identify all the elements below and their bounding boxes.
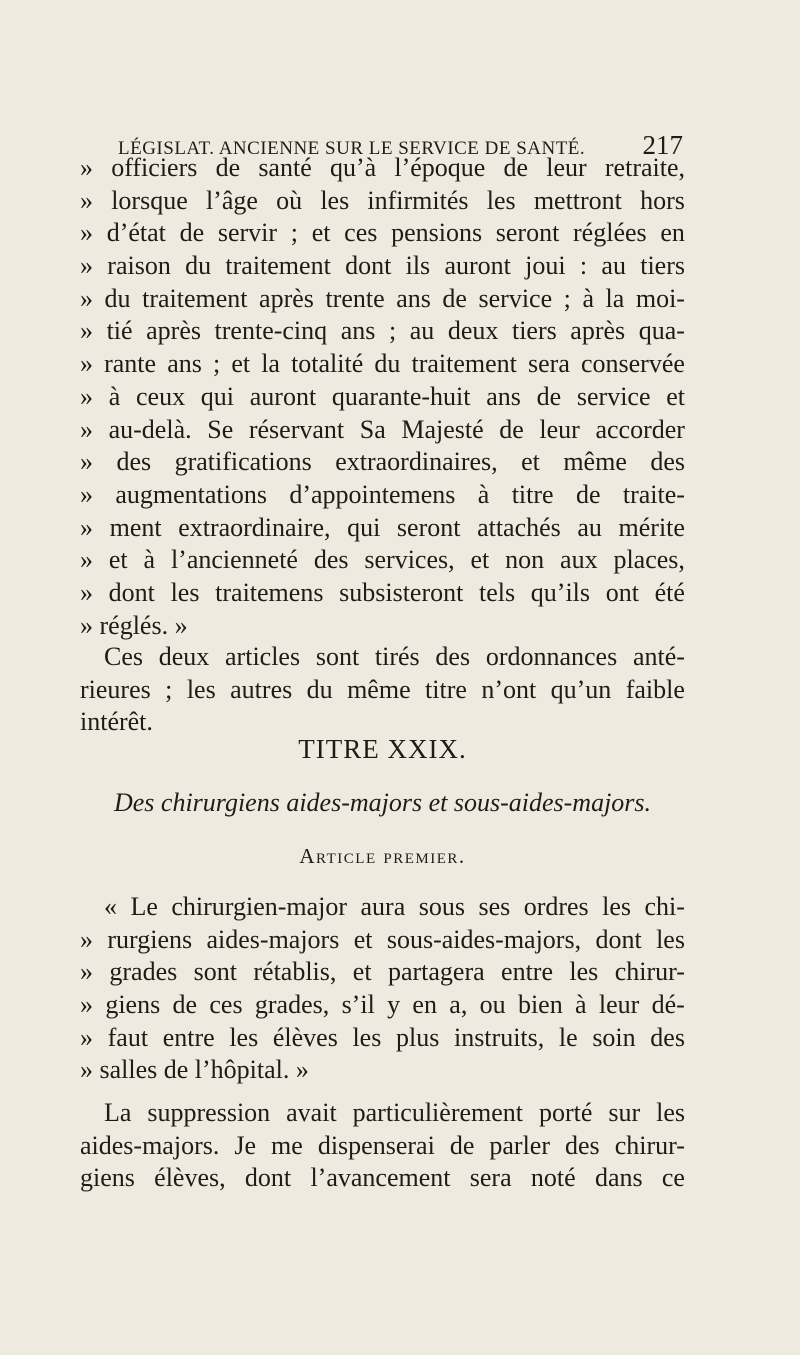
page-number: 217 xyxy=(642,130,683,160)
text-line: aides-majors. Je me dispenserai de parler des chirur- xyxy=(80,1130,685,1160)
text-line: » officiers de santé qu’à l’époque de leur retraite, xyxy=(80,153,685,182)
text-line: » et à l’ancienneté des services, et non aux places, xyxy=(80,545,685,575)
text-line: » augmentations d’appointemens à titre de traite- xyxy=(80,479,685,509)
text-line: « Le chirurgien-major aura sous ses ordres les chi- xyxy=(104,892,685,921)
text-line: » grades sont rétablis, et partagera entre les chirur- xyxy=(80,957,685,987)
text-line: » rurgiens aides-majors et sous-aides-majors, dont les xyxy=(80,924,685,954)
text-line: » lorsque l’âge où les infirmités les mettront hors xyxy=(80,185,685,215)
text-line: » ment extraordinaire, qui seront attachés au mérite xyxy=(80,512,685,542)
text-line: » salles de l’hôpital. » xyxy=(80,1055,309,1085)
text-line: Ces deux articles sont tirés des ordonnances anté- xyxy=(104,642,685,671)
text-line: giens élèves, dont l’avancement sera noté dans ce xyxy=(80,1163,685,1193)
text-line: intérêt. xyxy=(80,707,153,737)
text-line: » raison du traitement dont ils auront joui : au tiers xyxy=(80,251,685,281)
text-line: » faut entre les élèves les plus instruits, le soin des xyxy=(80,1022,685,1052)
text-line: » giens de ces grades, s’il y en a, ou bien à leur dé- xyxy=(80,990,685,1020)
text-line: » au-delà. Se réservant Sa Majesté de leur accorder xyxy=(80,414,685,444)
text-line: » dont les traitemens subsisteront tels qu’ils ont été xyxy=(80,577,685,607)
text-line: La suppression avait particulièrement porté sur les xyxy=(104,1098,685,1127)
running-title: LÉGISLAT. ANCIENNE SUR LE SERVICE DE SANTÉ. xyxy=(118,138,586,159)
paragraph-article-text xyxy=(80,891,685,1087)
text-line: » des gratifications extraordinaires, et même des xyxy=(80,447,685,477)
section-title: TITRE XXIX. xyxy=(298,734,467,764)
text-line: » d’état de servir ; et ces pensions seront réglées en xyxy=(80,218,685,248)
text-line: rieures ; les autres du même titre n’ont qu’un faible xyxy=(80,674,685,704)
paragraph-closing xyxy=(80,1097,685,1195)
article-heading xyxy=(80,844,685,869)
text-line: » à ceux qui auront quarante-huit ans de service et xyxy=(80,381,685,411)
section-subtitle: Des chirurgiens aides-majors et sous-aides-majors. xyxy=(113,788,652,817)
article-heading-text: Article premier. xyxy=(299,844,466,868)
paragraph-commentary xyxy=(80,641,685,739)
text-line: » rante ans ; et la totalité du traitement sera conservée xyxy=(80,349,685,379)
paragraph-pension-continuation xyxy=(80,152,685,642)
text-line: » tié après trente-cinq ans ; au deux tiers après qua- xyxy=(80,316,685,346)
text-line: » du traitement après trente ans de service ; à la moi- xyxy=(80,283,685,313)
text-line: » réglés. » xyxy=(80,610,188,640)
